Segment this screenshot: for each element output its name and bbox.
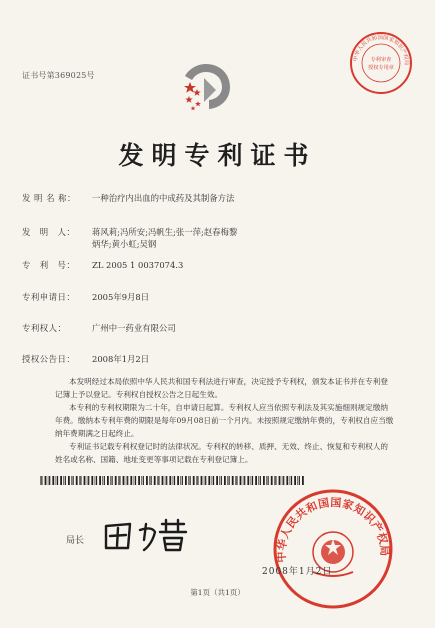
field-label: 专利权人： (22, 323, 67, 333)
barcode (40, 476, 305, 485)
field-label: 专利申请日： (22, 292, 76, 302)
field-label: 发 明 人： (22, 227, 76, 237)
field-value: 一种治疗内出血的中成药及其制备方法 (92, 193, 235, 203)
field-label: 发 明 名 称： (22, 193, 76, 203)
certificate-number: 证书号第369025号 (22, 71, 95, 80)
certificate-title: 发明专利证书 (118, 141, 317, 170)
patent-office-emblem-icon (176, 56, 236, 116)
examination-stamp (348, 30, 414, 96)
field-grant-date (22, 353, 149, 365)
field-value: ZL 2005 1 0037074.3 (92, 260, 184, 270)
field-value: 2008年1月2日 (92, 354, 150, 364)
svg-text:专利审查: 专利审查 (370, 57, 392, 63)
field-value: 蒋风莉;冯所安;冯帆生;张一萍;赵春梅黎炳华;黄小虹;吴钢 (92, 227, 238, 249)
field-invention-name (22, 192, 234, 204)
field-patent-number (22, 259, 183, 271)
field-inventors (22, 226, 242, 250)
page-number: 第1页（共1页） (190, 588, 245, 597)
field-patentee (22, 322, 176, 334)
body-paragraph: 本专利的专利权期限为二十年，自申请日起算。专利权人应当依照专利法及其实施细则规定缴纳年费。缴纳本专利年费的期限是每年09月08日前一个月内。未按照规定缴纳年费的，专利权自应当缴纳年费期满之日起终止。 (55, 403, 394, 438)
svg-text:授权专用章: 授权专用章 (368, 65, 394, 71)
body-paragraph: 专利证书记载专利权登记时的法律状况。专利权的转移、质押、无效、终止、恢复和专利权人的姓名或名称、国籍、地址变更等事项记载在专利登记簿上。 (55, 442, 388, 464)
field-value: 2005年9月8日 (92, 292, 150, 302)
director-label: 局长 (66, 536, 85, 546)
field-value: 广州中一药业有限公司 (92, 323, 176, 333)
field-label: 专 利 号： (22, 260, 76, 270)
svg-text:中华人民共和国国家知识产权局: 中华人民共和国国家知识产权局 (352, 34, 410, 66)
svg-text:中华人民共和国国家知识产权局: 中华人民共和国国家知识产权局 (274, 496, 392, 563)
director-signature (100, 514, 190, 554)
field-label: 授权公告日： (22, 354, 76, 364)
body-paragraph: 本发明经过本局依照中华人民共和国专利法进行审查，决定授予专利权，颁发本证书并在专利登记簿上予以登记。专利权自授权公告之日起生效。 (55, 377, 388, 399)
issue-date: 2008年1月2日 (262, 567, 333, 577)
field-application-date (22, 291, 149, 303)
